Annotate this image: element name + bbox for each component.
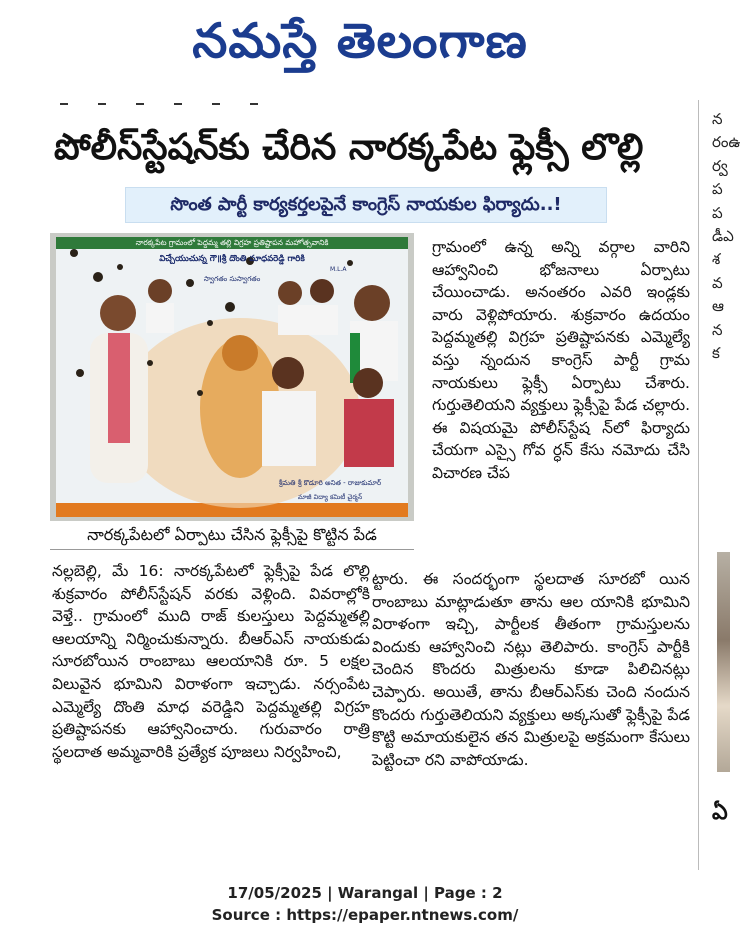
adjacent-article-text: నరంఉర్వపపడీఎశవఆనక [712, 110, 740, 363]
banner-line-2: విచ్చేయుచున్న గౌ॥శ్రీ దొంతి మాధవరెడ్డి గారికి [159, 254, 305, 264]
column-divider [698, 100, 699, 870]
adjacent-article-photo [717, 552, 730, 772]
adjacent-article-glyph: ఏ [712, 800, 728, 825]
article-photo [50, 233, 414, 521]
footer-date-line: 17/05/2025 | Warangal | Page : 2 [227, 884, 503, 902]
article-body-column-right-bottom: ట్టారు. ఈ సందర్భంగా స్థలదాత సూరబో యిన రాంబాబు మాట్లాడుతూ తాను ఆల యానికి భూమిని విరాళంగా ఇచ్చి, పార్టీలక తీతంగా గ్రామస్తులను విందుకు ఆహ్వానించి నట్లు తెలిపారు. కాంగ్రెస్ పార్టీకి చెందిన కొందరు మిత్రులను కూడా పిలిచినట్లు చెప్పారు. అయితే, తాను బీఆర్‌ఎస్‌కు చెంది నందున కొందరు గుర్తుతెలియని వ్యక్తులు అక్కసుతో ఫ్లెక్సీపై పేడ కొట్టి అమాయకులైన తన మిత్రులపై అక్రమంగా కేసులు పెట్టించా రని వాపోయాడు. [372, 570, 690, 769]
article-headline: పోలీస్‌స్టేషన్‌కు చేరిన నారక్కపేట ఫ్లెక్సీ లొల్లి [54, 127, 644, 168]
flex-banner-illustration [50, 233, 414, 521]
banner-line-1: నారక్కపేట గ్రామంలో పెద్దమ్మ తల్లి విగ్రహ ప్రతిష్టాపన మహోత్సవానికి [135, 238, 329, 247]
banner-bottom-2: మాజీ విద్యా కమిటీ చైర్మన్ [297, 493, 363, 501]
photo-caption: నారక్కపేటలో ఏర్పాటు చేసిన ఫ్లెక్సీపై కొట్టిన పేడ [50, 521, 414, 550]
clipped-line-strip [60, 96, 700, 108]
article-body-column-left: నల్లబెల్లి, మే 16: నారక్కపేటలో ఫ్లెక్సీపై పేడ లొల్లి శుక్రవారం పోలీస్‌స్టేషన్ వరకు వెళ్లింది. వివరాల్లోకి వెళ్తే.. గ్రామంలో ముది రాజ్ కులస్తులు పెద్దమ్మతల్లి ఆలయాన్ని నిర్మించుకున్నారు. బీఆర్‌ఎస్ నాయకుడు సూరబోయిన రాంబాబు ఆలయానికి రూ. 5 లక్షల విలువైన భూమిని విరాళంగా ఇచ్చాడు. నర్సంపేట ఎమ్మెల్యే దొంతి మాధ వరెడ్డిని పెద్దమ్మతల్లి విగ్రహ ప్రతిష్టాపనకు ఆహ్వానించారు. గురువారం రాత్రి స్థలదాత అమ్మవారికి ప్రత్యేక పూజలు నిర్వహించి, [52, 562, 370, 761]
article-body-column-right-top: గ్రామంలో ఉన్న అన్ని వర్గాల వారిని ఆహ్వానించి భోజనాలు ఏర్పాటు చేయించాడు. అనంతరం ఎవరి ఇండ్లకు వారు వెళ్లిపోయారు. శుక్రవారం ఉదయం పెద్దమ్మతల్లి విగ్రహ ప్రతిష్టాపనకు ఎమ్మెల్యే వస్తు న్నందున కాంగ్రెస్ పార్టీ గ్రామ నాయకులు ఫ్లెక్సీ ఏర్పాటు చేశారు. గుర్తుతెలియని వ్యక్తులు ఫ్లెక్సీపై పేడ చల్లారు. ఈ విషయమై పోలీస్‌స్టేష న్‌లో ఫిర్యాదు చేయగా ఎస్సై గోవ ర్ధన్ కేసు నమోదు చేసి విచారణ చేప [432, 238, 690, 482]
masthead-logo: నమస్తే తెలంగాణ [192, 13, 528, 69]
footer-source-line: Source : https://epaper.ntnews.com/ [211, 906, 519, 924]
banner-bottom-1: శ్రీమతి శ్రీ కొడూరి అనిత - రాజుకుమార్ [278, 479, 382, 487]
banner-line-3: స్వాగతం సుస్వాగతం [203, 275, 261, 283]
banner-mla: M.L.A [330, 266, 347, 273]
article-subheadline: సొంత పార్టీ కార్యకర్తలపైనే కాంగ్రెస్ నాయకుల ఫిర్యాదు..! [125, 187, 607, 223]
